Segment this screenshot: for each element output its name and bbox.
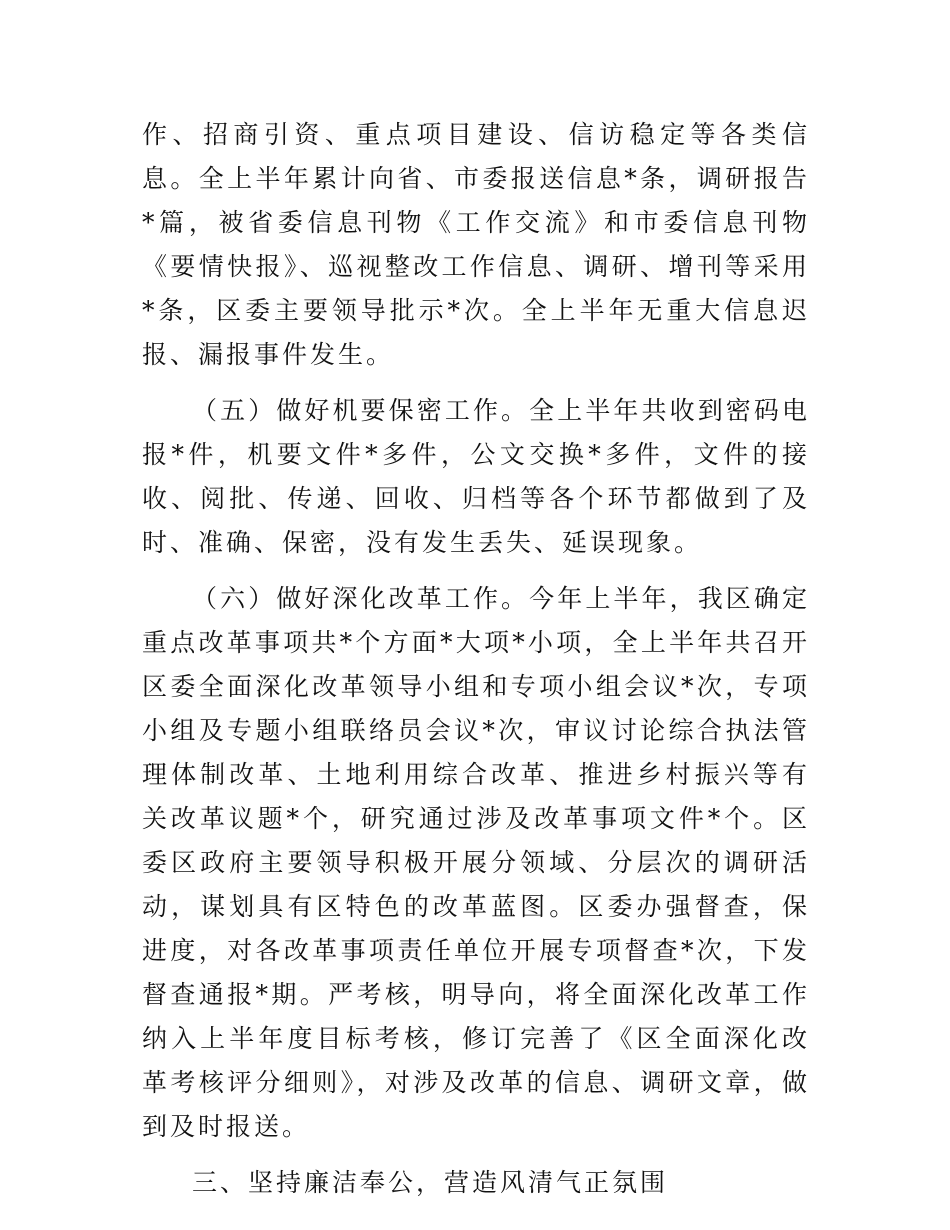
section-heading: 三、坚持廉洁奉公，营造风清气正氛围 — [192, 1168, 669, 1197]
paragraph-reform-work: （六）做好深化改革工作。今年上半年，我区确定重点改革事项共*个方面*大项*小项，全上半年共召开区委全面深化改革领导小组和专项小组会议*次，专项小组及专题小组联络员会议*次，审议讨论综合执法管理体制改革、土地利用综合改革、推进乡村振兴等有关改革议题*个，研究通过涉及改革事项文件*个。区委区政府主要领导积极开展分领域、分层次的调研活动，谋划具有区特色的改革蓝图。区委办强督查，保进度，对各改革事项责任单位开展专项督查*次，下发督查通报*期。严考核，明导向，将全面深化改革工作纳入上半年度目标考核，修订完善了《区全面深化改革考核评分细则》，对涉及改革的信息、调研文章，做到及时报送。 — [142, 584, 810, 1141]
paragraph-confidential-work: （五）做好机要保密工作。全上半年共收到密码电报*件，机要文件*多件，公文交换*多件，文件的接收、阅批、传递、回收、归档等各个环节都做到了及时、准确、保密，没有发生丢失、延误现象。 — [142, 396, 810, 557]
paragraph-info-work: 作、招商引资、重点项目建设、信访稳定等各类信息。全上半年累计向省、市委报送信息*条，调研报告*篇，被省委信息刊物《工作交流》和市委信息刊物《要情快报》、巡视整改工作信息、调研、增刊等采用*条，区委主要领导批示*次。全上半年无重大信息迟报、漏报事件发生。 — [142, 120, 810, 369]
document-body — [142, 113, 810, 1205]
